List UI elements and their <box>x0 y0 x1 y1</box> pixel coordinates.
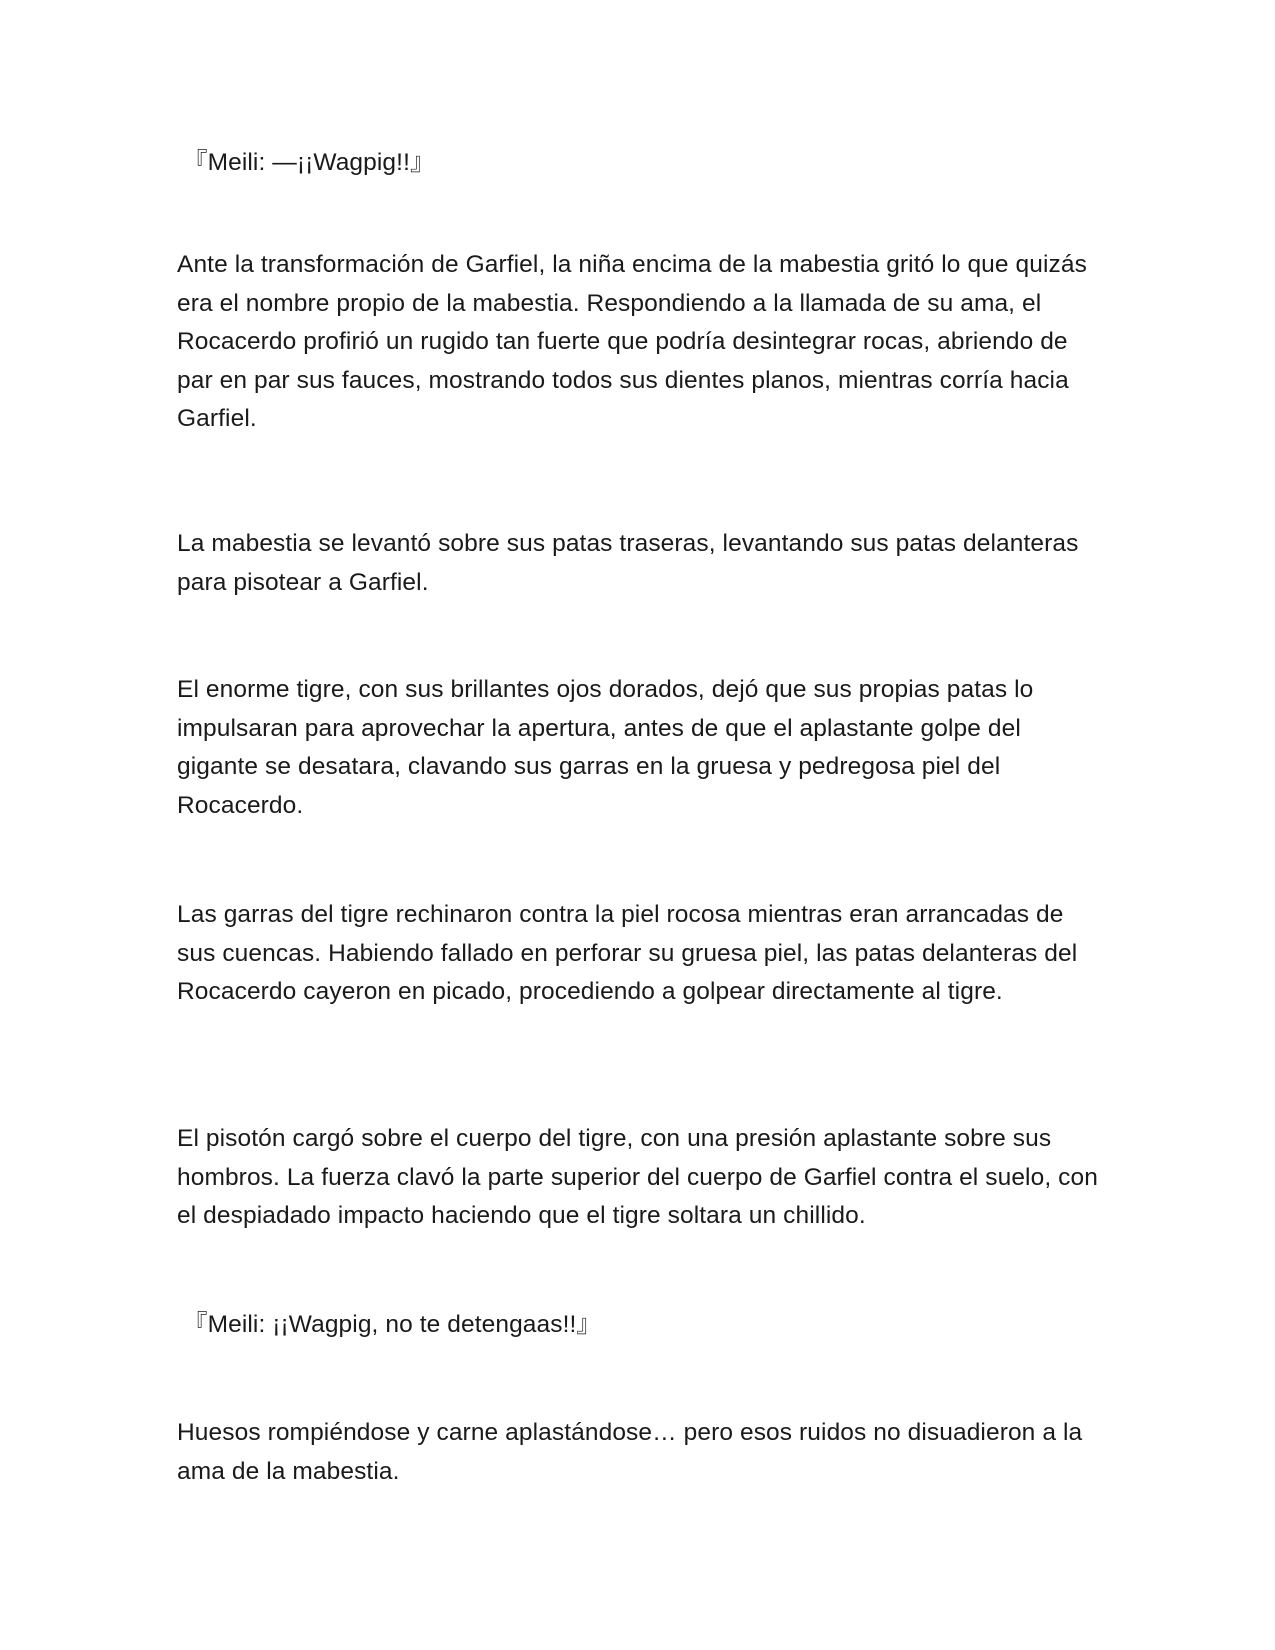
paragraph-6: Huesos rompiéndose y carne aplastándose… pero esos ruidos no disuadieron a la ama de la mabestia. <box>177 1419 1083 1485</box>
dialogue-line-2: 『Meili: ¡¡Wagpig, no te detengaas!!』 <box>183 1311 602 1338</box>
dialogue-line-1: 『Meili: —¡¡Wagpig!!』 <box>183 149 435 176</box>
paragraph-1: Ante la transformación de Garfiel, la niña encima de la mabestia gritó lo que quizás era el nombre propio de la mabestia. Respondiendo a la llamada de su ama, el Rocacerdo profirió un rugido tan fuerte que podría desintegrar rocas, abriendo de par en par sus fauces, mostrando todos sus dientes planos, mientras corría hacia Garfiel. <box>177 251 1087 432</box>
paragraph-3: El enorme tigre, con sus brillantes ojos dorados, dejó que sus propias patas lo impulsaran para aprovechar la apertura, antes de que el aplastante golpe del gigante se desatara, clavando sus garras en la gruesa y pedregosa piel del Rocacerdo. <box>177 676 1034 819</box>
paragraph-5: El pisotón cargó sobre el cuerpo del tigre, con una presión aplastante sobre sus hombros. La fuerza clavó la parte superior del cuerpo de Garfiel contra el suelo, con el despiadado impacto haciendo que el tigre soltara un chillido. <box>177 1125 1098 1229</box>
paragraph-2: La mabestia se levantó sobre sus patas traseras, levantando sus patas delanteras para pisotear a Garfiel. <box>177 530 1079 596</box>
paragraph-4: Las garras del tigre rechinaron contra la piel rocosa mientras eran arrancadas de sus cuencas. Habiendo fallado en perforar su gruesa piel, las patas delanteras del Rocacerdo cayeron en picado, procediendo a golpear directamente al tigre. <box>177 901 1078 1005</box>
